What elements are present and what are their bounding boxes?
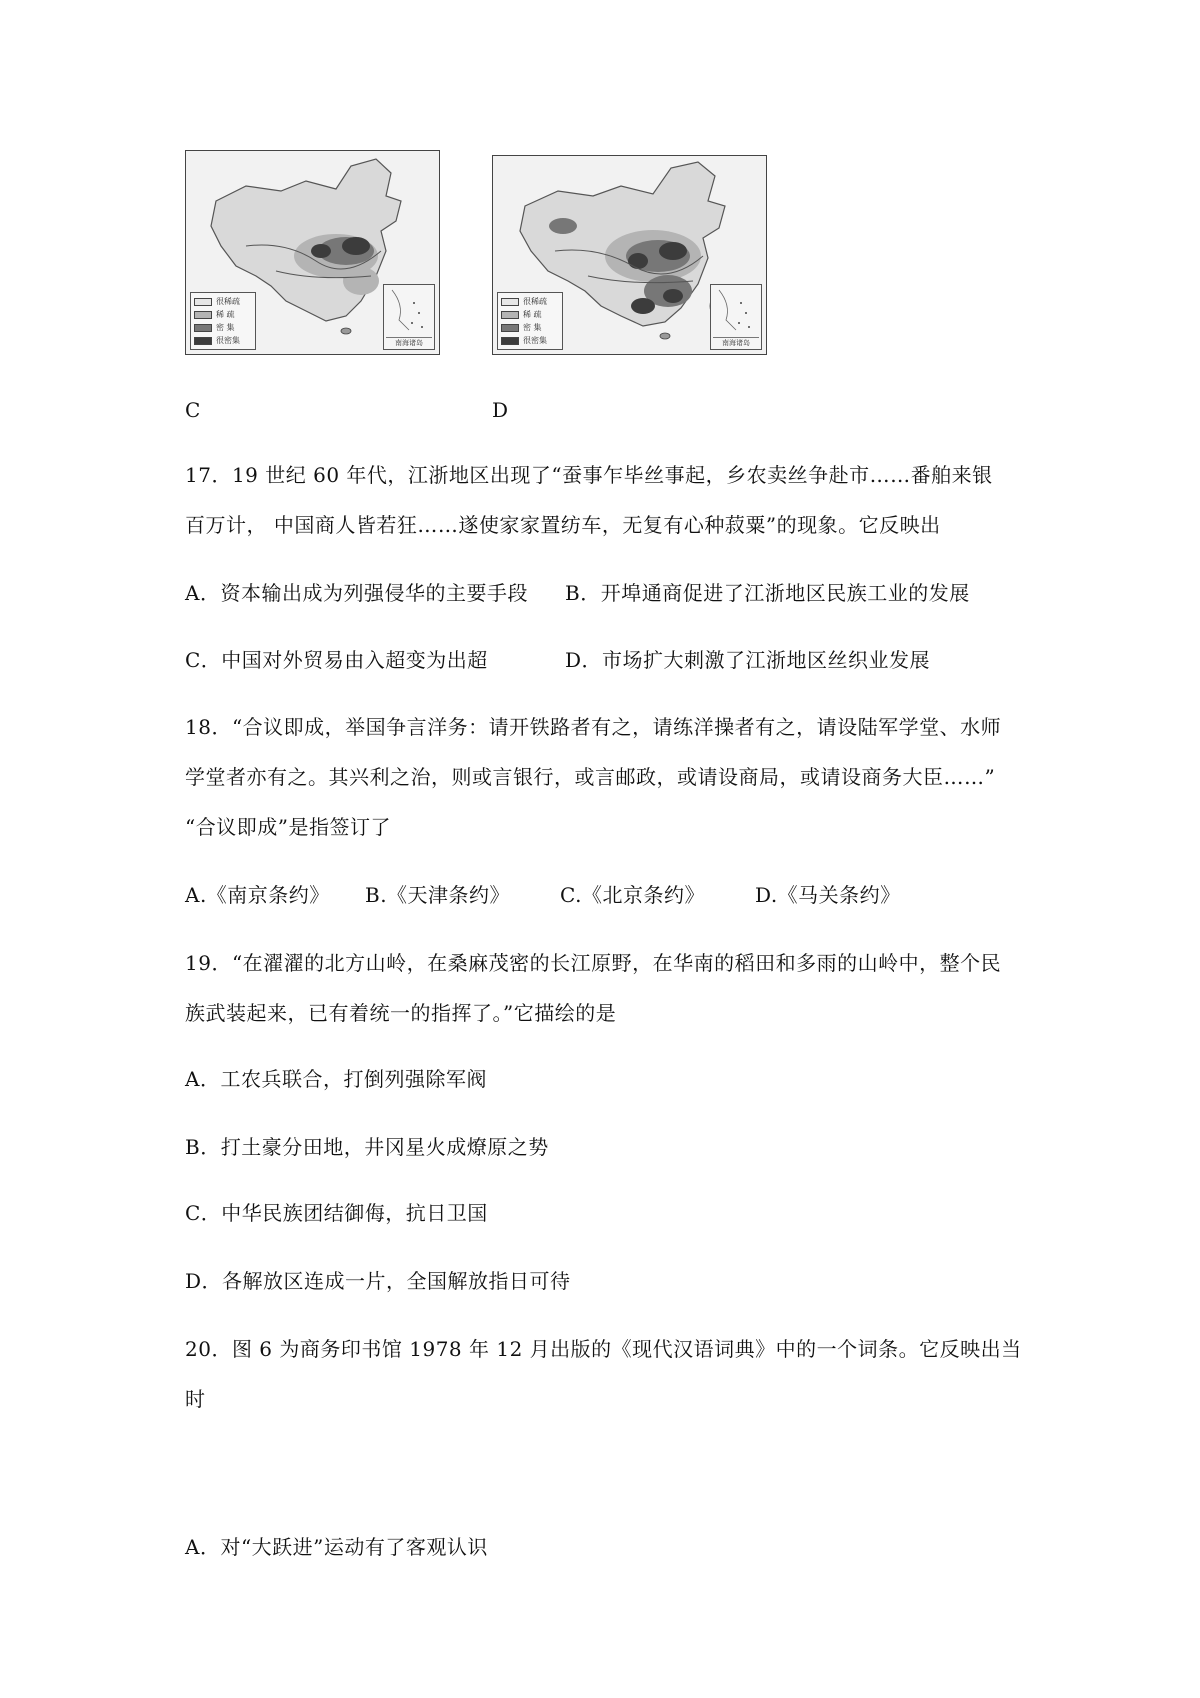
- legend-label: 很稀疏: [523, 297, 547, 306]
- legend-label: 很稀疏: [216, 297, 240, 306]
- map-d: [492, 155, 767, 355]
- q18-option-d[interactable]: D.《马关条约》: [755, 883, 901, 907]
- legend-label: 很密集: [216, 336, 240, 345]
- q17-option-c[interactable]: C．中国对外贸易由入超变为出超: [185, 648, 488, 672]
- south-china-sea-inset: [710, 284, 762, 350]
- legend-swatch: [501, 311, 519, 319]
- q19-stem-line1: 19．“在濯濯的北方山岭，在桑麻茂密的长江原野，在华南的稻田和多雨的山岭中，整个民: [185, 951, 1002, 975]
- legend-swatch: [501, 324, 519, 332]
- q20-stem-line2: 时: [185, 1387, 206, 1411]
- q18-stem-line2: 学堂者亦有之。其兴利之治，则或言银行，或言邮政，或请设商局，或请设商务大臣……”: [185, 765, 996, 789]
- q19-option-d[interactable]: D．各解放区连成一片，全国解放指日可待: [185, 1269, 571, 1293]
- legend-label: 密 集: [216, 323, 235, 332]
- figure-label-c: C: [185, 398, 201, 422]
- legend-swatch: [194, 311, 212, 319]
- legend-label: 稀 疏: [523, 310, 542, 319]
- legend-label: 密 集: [523, 323, 542, 332]
- q17-option-d[interactable]: D．市场扩大刺激了江浙地区丝织业发展: [565, 648, 931, 672]
- inset-islands: [711, 285, 761, 337]
- q19-option-c[interactable]: C．中华民族团结御侮，抗日卫国: [185, 1201, 488, 1225]
- inset-label: 南海诸岛: [713, 337, 759, 348]
- inset-islands: [384, 285, 434, 337]
- legend-row: [501, 308, 559, 321]
- q19-stem-line2: 族武装起来，已有着统一的指挥了。”它描绘的是: [185, 1001, 617, 1025]
- legend-swatch: [501, 337, 519, 345]
- q17-stem-line2: 百万计， 中国商人皆若狂……遂使家家置纺车，无复有心种菽粟”的现象。它反映出: [185, 513, 941, 537]
- inset-label: 南海诸岛: [386, 337, 432, 348]
- legend-row: [194, 308, 252, 321]
- legend-row: [194, 295, 252, 308]
- q18-option-b[interactable]: B.《天津条约》: [365, 883, 511, 907]
- q18-option-c[interactable]: C.《北京条约》: [560, 883, 705, 907]
- q18-stem-line3: “合议即成”是指签订了: [185, 815, 391, 839]
- q20-stem-line1: 20．图 6 为商务印书馆 1978 年 12 月出版的《现代汉语词典》中的一个词条。它反映出当: [185, 1337, 1022, 1361]
- legend-row: [501, 334, 559, 347]
- legend-swatch: [194, 324, 212, 332]
- legend-swatch: [194, 298, 212, 306]
- q17-option-b[interactable]: B．开埠通商促进了江浙地区民族工业的发展: [565, 581, 970, 605]
- legend-row: [501, 321, 559, 334]
- legend-row: [194, 334, 252, 347]
- legend-label: 稀 疏: [216, 310, 235, 319]
- map-c: [185, 150, 440, 355]
- map-legend: [190, 292, 256, 350]
- legend-swatch: [501, 298, 519, 306]
- q17-option-a[interactable]: A．资本输出成为列强侵华的主要手段: [185, 581, 528, 605]
- legend-swatch: [194, 337, 212, 345]
- legend-label: 很密集: [523, 336, 547, 345]
- figure-label-d: D: [492, 398, 509, 422]
- south-china-sea-inset: [383, 284, 435, 350]
- legend-row: [501, 295, 559, 308]
- map-legend: [497, 292, 563, 350]
- q20-option-a[interactable]: A．对“大跃进”运动有了客观认识: [185, 1535, 488, 1559]
- q17-stem-line1: 17．19 世纪 60 年代，江浙地区出现了“蚕事乍毕丝事起，乡农卖丝争赴市……番舶来银: [185, 463, 993, 487]
- q18-option-a[interactable]: A.《南京条约》: [185, 883, 330, 907]
- q19-option-b[interactable]: B．打土豪分田地，井冈星火成燎原之势: [185, 1135, 549, 1159]
- legend-row: [194, 321, 252, 334]
- q18-stem-line1: 18．“合议即成，举国争言洋务：请开铁路者有之，请练洋操者有之，请设陆军学堂、水师: [185, 715, 1002, 739]
- q19-option-a[interactable]: A．工农兵联合，打倒列强除军阀: [185, 1067, 487, 1091]
